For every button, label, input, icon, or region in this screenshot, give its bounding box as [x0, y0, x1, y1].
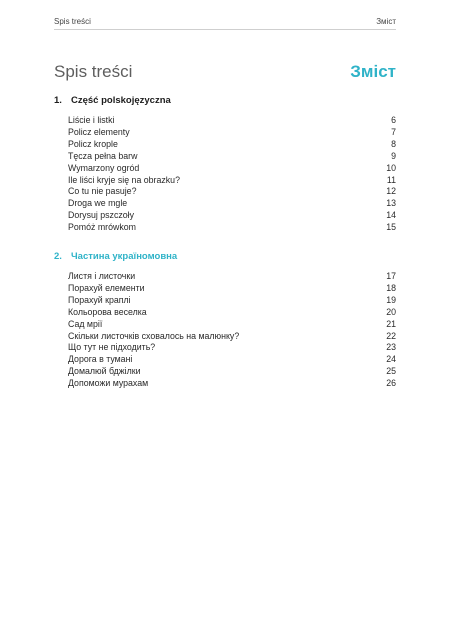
- section-number: 2.: [54, 251, 62, 262]
- entry-title: Листя і листочки: [68, 271, 136, 281]
- entry-title: Що тут не підходить?: [68, 342, 156, 353]
- entry-title: Policz krople: [68, 138, 118, 149]
- running-header: [54, 17, 396, 30]
- toc-entry[interactable]: [68, 271, 396, 283]
- entry-page-number: 21: [386, 318, 396, 329]
- entry-page-number: 26: [386, 378, 396, 389]
- entry-title: Домалюй бджілки: [68, 366, 141, 377]
- entry-title: Дорога в тумані: [68, 354, 133, 365]
- toc-entry[interactable]: [68, 319, 396, 331]
- entry-page-number: 17: [386, 271, 396, 281]
- entry-page-number: 12: [386, 186, 396, 197]
- toc-entry[interactable]: [68, 186, 396, 198]
- entry-title: Сад мрії: [68, 318, 103, 329]
- entry-title: Droga we mgle: [68, 198, 128, 209]
- toc-entry[interactable]: [68, 198, 396, 210]
- toc-list: [68, 115, 396, 234]
- toc-entry[interactable]: [68, 151, 396, 163]
- entry-page-number: 22: [386, 330, 396, 341]
- section-heading: [54, 95, 396, 106]
- entry-title: Допоможи мурахам: [68, 378, 149, 389]
- section-number: 1.: [54, 95, 62, 106]
- toc-entry[interactable]: [68, 222, 396, 234]
- entry-page-number: 18: [386, 282, 396, 293]
- entry-title: Ile liści kryje się na obrazku?: [68, 174, 180, 185]
- entry-page-number: 15: [386, 222, 396, 233]
- toc-entry[interactable]: [68, 175, 396, 187]
- toc-entry[interactable]: [68, 295, 396, 307]
- entry-title: Liście i listki: [68, 115, 115, 125]
- toc-entry[interactable]: [68, 342, 396, 354]
- toc-entry[interactable]: [68, 366, 396, 378]
- toc-entry[interactable]: [68, 378, 396, 390]
- entry-title: Pomóż mrówkom: [68, 222, 136, 233]
- entry-page-number: 19: [386, 294, 396, 305]
- toc-section-ukrainian: [54, 251, 396, 390]
- entry-page-number: 24: [386, 354, 396, 365]
- entry-page-number: 25: [386, 366, 396, 377]
- section-title: Частина україномовна: [71, 251, 178, 262]
- entry-page-number: 10: [386, 162, 396, 173]
- entry-page-number: 6: [391, 115, 396, 125]
- page-title-ukrainian: Зміст: [350, 62, 396, 81]
- toc-section-polish: [54, 95, 396, 234]
- toc-entry[interactable]: [68, 210, 396, 222]
- entry-title: Dorysuj pszczoły: [68, 210, 134, 221]
- running-header-right: Зміст: [376, 17, 396, 26]
- entry-title: Wymarzony ogród: [68, 162, 140, 173]
- section-heading: [54, 251, 396, 262]
- toc-entry[interactable]: [68, 331, 396, 343]
- toc-entry[interactable]: [68, 163, 396, 175]
- entry-page-number: 23: [386, 342, 396, 353]
- toc-entry[interactable]: [68, 139, 396, 151]
- entry-page-number: 13: [386, 198, 396, 209]
- section-title: Część polskojęzyczna: [71, 95, 171, 106]
- entry-page-number: 20: [386, 306, 396, 317]
- entry-title: Co tu nie pasuje?: [68, 186, 137, 197]
- entry-page-number: 11: [386, 174, 396, 185]
- toc-entry[interactable]: [68, 127, 396, 139]
- entry-title: Кольорова веселка: [68, 306, 147, 317]
- entry-title: Скільки листочків сховалось на малюнку?: [68, 330, 240, 341]
- toc-entry[interactable]: [68, 115, 396, 127]
- entry-title: Порахуй краплі: [68, 294, 131, 305]
- entry-title: Tęcza pełna barw: [68, 150, 138, 161]
- entry-page-number: 14: [386, 210, 396, 221]
- entry-page-number: 7: [391, 126, 396, 137]
- running-header-left: Spis treści: [54, 17, 91, 26]
- entry-page-number: 9: [391, 150, 396, 161]
- toc-list: [68, 271, 396, 390]
- toc-entry[interactable]: [68, 307, 396, 319]
- toc-entry[interactable]: [68, 283, 396, 295]
- entry-title: Порахуй елементи: [68, 282, 145, 293]
- entry-page-number: 8: [391, 138, 396, 149]
- toc-entry[interactable]: [68, 354, 396, 366]
- page-title-row: [54, 62, 396, 82]
- page-title-polish: Spis treści: [54, 62, 133, 81]
- entry-title: Policz elementy: [68, 126, 130, 137]
